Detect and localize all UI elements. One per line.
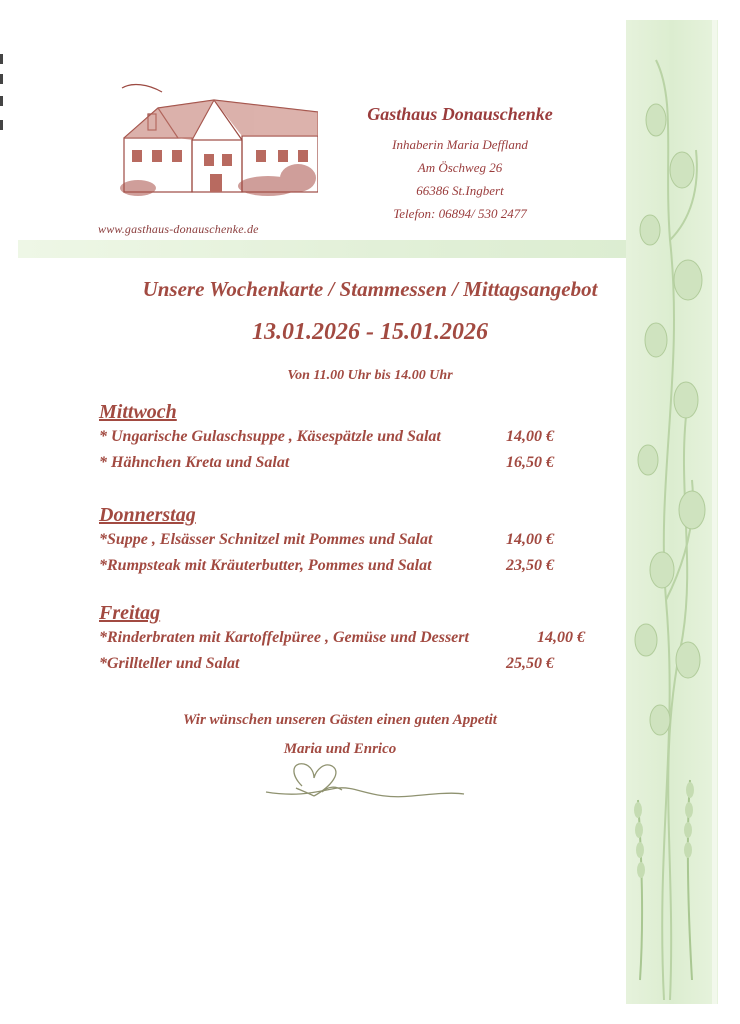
dish-price: 25,50 € <box>506 655 554 672</box>
dish-price: 16,50 € <box>506 454 554 471</box>
dish-name: * Ungarische Gulaschsuppe , Käsespätzle und Salat <box>99 428 441 445</box>
header-stripe <box>18 240 630 258</box>
menu-item <box>99 454 619 480</box>
closing-greeting: Wir wünschen unseren Gästen einen guten Appetit <box>183 712 497 728</box>
dish-price: 14,00 € <box>506 531 554 548</box>
street-line: Am Öschweg 26 <box>417 160 503 175</box>
dish-price: 14,00 € <box>537 629 585 646</box>
menu-title: Unsere Wochenkarte / Stammessen / Mittagsangebot <box>142 277 598 301</box>
dish-name: *Suppe , Elsässer Schnitzel mit Pommes und Salat <box>99 531 433 548</box>
restaurant-name: Gasthaus Donauschenke <box>367 104 553 124</box>
hop-plant-icon <box>626 40 718 1000</box>
day-heading: Freitag <box>99 602 161 624</box>
owner-line: Inhaberin Maria Deffland <box>392 137 528 152</box>
dish-price: 23,50 € <box>506 557 554 574</box>
dish-price: 14,00 € <box>506 428 554 445</box>
website-link[interactable]: www.gasthaus-donauschenke.de <box>98 222 259 236</box>
day-section-freitag <box>99 602 619 681</box>
menu-dates: 13.01.2026 - 15.01.2026 <box>252 319 488 345</box>
day-section-donnerstag <box>99 504 619 583</box>
menu-hours: Von 11.00 Uhr bis 14.00 Uhr <box>287 368 453 383</box>
menu-item <box>99 655 619 681</box>
city-line: 66386 St.Ingbert <box>416 183 504 198</box>
dish-name: *Rumpsteak mit Kräuterbutter, Pommes und Salat <box>99 557 432 574</box>
menu-item <box>99 531 619 557</box>
dish-name: *Rinderbraten mit Kartoffelpüree , Gemüse und Dessert <box>99 629 469 646</box>
heart-flourish-icon <box>262 752 467 810</box>
dish-name: * Hähnchen Kreta und Salat <box>99 454 290 471</box>
closing-signature: Maria und Enrico <box>283 741 397 757</box>
address-block <box>330 104 590 225</box>
day-heading: Mittwoch <box>99 401 177 423</box>
day-section-mittwoch <box>99 401 619 480</box>
dish-name: *Grillteller und Salat <box>99 655 240 672</box>
scan-marks <box>0 0 8 140</box>
menu-item <box>99 428 619 454</box>
menu-item <box>99 557 619 583</box>
day-heading: Donnerstag <box>99 504 196 526</box>
house-illustration-icon <box>118 78 318 206</box>
menu-item <box>99 629 619 655</box>
phone-line: Telefon: 06894/ 530 2477 <box>393 206 527 221</box>
